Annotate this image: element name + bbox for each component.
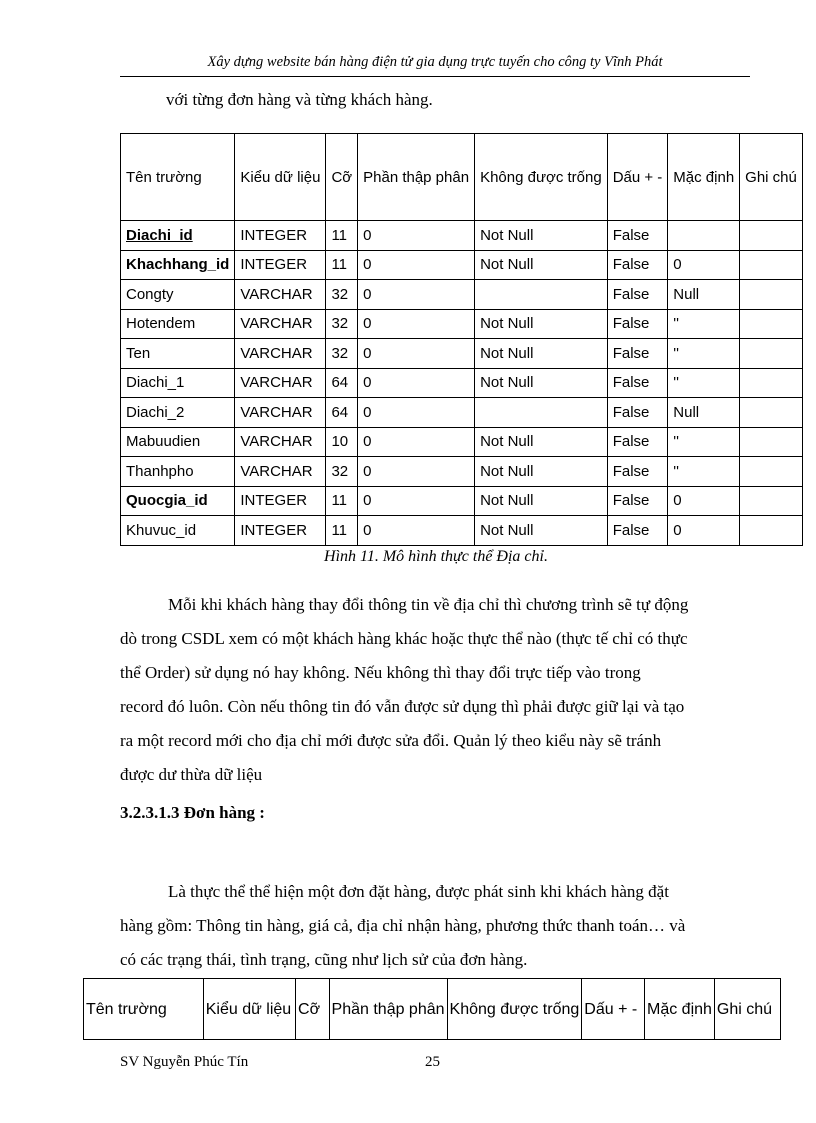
table-cell — [740, 368, 803, 398]
table-cell: Null — [668, 280, 740, 310]
table-cell — [740, 280, 803, 310]
table-cell: 0 — [358, 250, 475, 280]
table-cell: VARCHAR — [235, 398, 326, 428]
column-header: Ghi chú — [740, 134, 803, 221]
column-header: Không được trống — [447, 979, 582, 1040]
table-cell: Null — [668, 398, 740, 428]
table-cell: VARCHAR — [235, 339, 326, 369]
text-line: được dư thừa dữ liệu — [120, 765, 263, 784]
table-row — [121, 486, 803, 516]
table-cell: Not Null — [475, 250, 608, 280]
table-cell: Not Null — [475, 457, 608, 487]
table-cell: False — [607, 398, 668, 428]
text-line: record đó luôn. Còn nếu thông tin đó vẫn được sử dụng thì phải được giữ lại và tạo — [120, 697, 685, 716]
table-cell: False — [607, 486, 668, 516]
header-divider — [120, 76, 750, 77]
table-cell: 11 — [326, 516, 358, 546]
table-cell: 0 — [358, 486, 475, 516]
table-cell: Khachhang_id — [121, 250, 235, 280]
table-row — [121, 398, 803, 428]
order-entity-table — [83, 978, 781, 1040]
table-row — [121, 457, 803, 487]
table-cell: Ten — [121, 339, 235, 369]
table-cell: False — [607, 280, 668, 310]
text-line: Mỗi khi khách hàng thay đổi thông tin về địa chỉ thì chương trình sẽ tự động — [168, 595, 689, 614]
table-cell — [475, 280, 608, 310]
table-cell: False — [607, 368, 668, 398]
table-cell: 0 — [358, 280, 475, 310]
intro-text: với từng đơn hàng và từng khách hàng. — [166, 90, 433, 109]
table-cell: 32 — [326, 457, 358, 487]
table-cell: INTEGER — [235, 516, 326, 546]
table-cell: 0 — [358, 457, 475, 487]
table-cell — [740, 339, 803, 369]
table-cell: Not Null — [475, 427, 608, 457]
table-cell: VARCHAR — [235, 427, 326, 457]
table-cell: 32 — [326, 339, 358, 369]
column-header: Kiểu dữ liệu — [203, 979, 295, 1040]
table-cell — [740, 457, 803, 487]
table-cell: INTEGER — [235, 221, 326, 251]
table-cell: False — [607, 250, 668, 280]
text-line: thể Order) sử dụng nó hay không. Nếu không thì thay đổi trực tiếp vào trong — [120, 663, 641, 682]
table-cell — [475, 398, 608, 428]
footer-author: SV Nguyễn Phúc Tín — [120, 1054, 249, 1070]
table-cell: 0 — [668, 486, 740, 516]
text-line: hàng gồm: Thông tin hàng, giá cả, địa chỉ nhận hàng, phương thức thanh toán… và — [120, 916, 686, 935]
table-cell: 0 — [358, 398, 475, 428]
table-row — [121, 368, 803, 398]
column-header: Không được trống — [475, 134, 608, 221]
column-header: Ghi chú — [714, 979, 780, 1040]
table-cell — [740, 250, 803, 280]
paragraph-address-update — [120, 588, 745, 792]
text-line: dò trong CSDL xem có một khách hàng khác hoặc thực thể nào (thực tế chỉ có thực — [120, 629, 688, 648]
section-heading: 3.2.3.1.3 Đơn hàng : — [120, 803, 265, 822]
table-header-row — [121, 134, 803, 221]
table-cell: 0 — [358, 339, 475, 369]
table-cell: Diachi_1 — [121, 368, 235, 398]
table-cell: Diachi_id — [121, 221, 235, 251]
table-cell — [740, 398, 803, 428]
text-line: ra một record mới cho địa chỉ mới được sửa đổi. Quản lý theo kiểu này sẽ tránh — [120, 731, 662, 750]
table-cell: 10 — [326, 427, 358, 457]
column-header: Dấu + - — [582, 979, 645, 1040]
page-number: 25 — [425, 1054, 440, 1070]
table-cell: INTEGER — [235, 486, 326, 516]
table-cell — [668, 221, 740, 251]
table-cell: Khuvuc_id — [121, 516, 235, 546]
running-header: Xây dựng website bán hàng điện tử gia dụng trực tuyến cho công ty Vĩnh Phát — [207, 54, 663, 70]
table-cell: VARCHAR — [235, 368, 326, 398]
figure-caption: Hình 11. Mô hình thực thể Địa chỉ. — [324, 548, 548, 565]
table-cell: False — [607, 309, 668, 339]
table-cell: '' — [668, 457, 740, 487]
column-header: Phần thập phân — [358, 134, 475, 221]
table-cell: 64 — [326, 398, 358, 428]
table-cell: Not Null — [475, 486, 608, 516]
column-header: Dấu + - — [607, 134, 668, 221]
text-line: Là thực thể thể hiện một đơn đặt hàng, được phát sinh khi khách hàng đặt — [168, 882, 669, 901]
column-header: Cỡ — [296, 979, 330, 1040]
column-header: Phần thập phân — [329, 979, 447, 1040]
table-cell: Diachi_2 — [121, 398, 235, 428]
column-header: Mặc định — [645, 979, 715, 1040]
table-cell: 0 — [668, 516, 740, 546]
table-cell: 64 — [326, 368, 358, 398]
table-cell: Not Null — [475, 368, 608, 398]
table-cell: Not Null — [475, 309, 608, 339]
table-cell: INTEGER — [235, 250, 326, 280]
address-entity-table — [120, 133, 803, 546]
column-header: Tên trường — [121, 134, 235, 221]
table-cell — [740, 516, 803, 546]
table-cell: 0 — [668, 250, 740, 280]
table-cell: False — [607, 457, 668, 487]
table-cell: 0 — [358, 427, 475, 457]
table-cell: 0 — [358, 309, 475, 339]
table-cell: 11 — [326, 221, 358, 251]
table-cell: Congty — [121, 280, 235, 310]
table-cell: 11 — [326, 250, 358, 280]
table-row — [121, 309, 803, 339]
table-cell: False — [607, 339, 668, 369]
table-cell: 32 — [326, 280, 358, 310]
column-header: Mặc định — [668, 134, 740, 221]
table-cell — [740, 486, 803, 516]
table-row — [121, 250, 803, 280]
table-cell: False — [607, 516, 668, 546]
table-cell: Hotendem — [121, 309, 235, 339]
table-cell: Thanhpho — [121, 457, 235, 487]
table-cell: '' — [668, 427, 740, 457]
table-cell: '' — [668, 368, 740, 398]
table-header-row — [84, 979, 781, 1040]
table-cell: False — [607, 427, 668, 457]
table-cell: 0 — [358, 368, 475, 398]
table-cell — [740, 309, 803, 339]
table-cell: VARCHAR — [235, 309, 326, 339]
table-cell: Quocgia_id — [121, 486, 235, 516]
table-cell: 0 — [358, 516, 475, 546]
table-cell: 32 — [326, 309, 358, 339]
table-cell: 0 — [358, 221, 475, 251]
table-row — [121, 516, 803, 546]
table-cell — [740, 427, 803, 457]
paragraph-order-entity — [120, 875, 745, 977]
table-row — [121, 427, 803, 457]
column-header: Cỡ — [326, 134, 358, 221]
table-cell: '' — [668, 339, 740, 369]
table-cell: Not Null — [475, 339, 608, 369]
table-row — [121, 339, 803, 369]
column-header: Kiểu dữ liệu — [235, 134, 326, 221]
table-cell: Mabuudien — [121, 427, 235, 457]
table-cell — [740, 221, 803, 251]
table-row — [121, 221, 803, 251]
table-cell: VARCHAR — [235, 280, 326, 310]
table-cell: Not Null — [475, 516, 608, 546]
table-row — [121, 280, 803, 310]
table-cell: Not Null — [475, 221, 608, 251]
text-line: có các trạng thái, tình trạng, cũng như lịch sử của đơn hàng. — [120, 950, 528, 969]
table-cell: '' — [668, 309, 740, 339]
table-cell: 11 — [326, 486, 358, 516]
table-cell: VARCHAR — [235, 457, 326, 487]
column-header: Tên trường — [84, 979, 204, 1040]
table-cell: False — [607, 221, 668, 251]
